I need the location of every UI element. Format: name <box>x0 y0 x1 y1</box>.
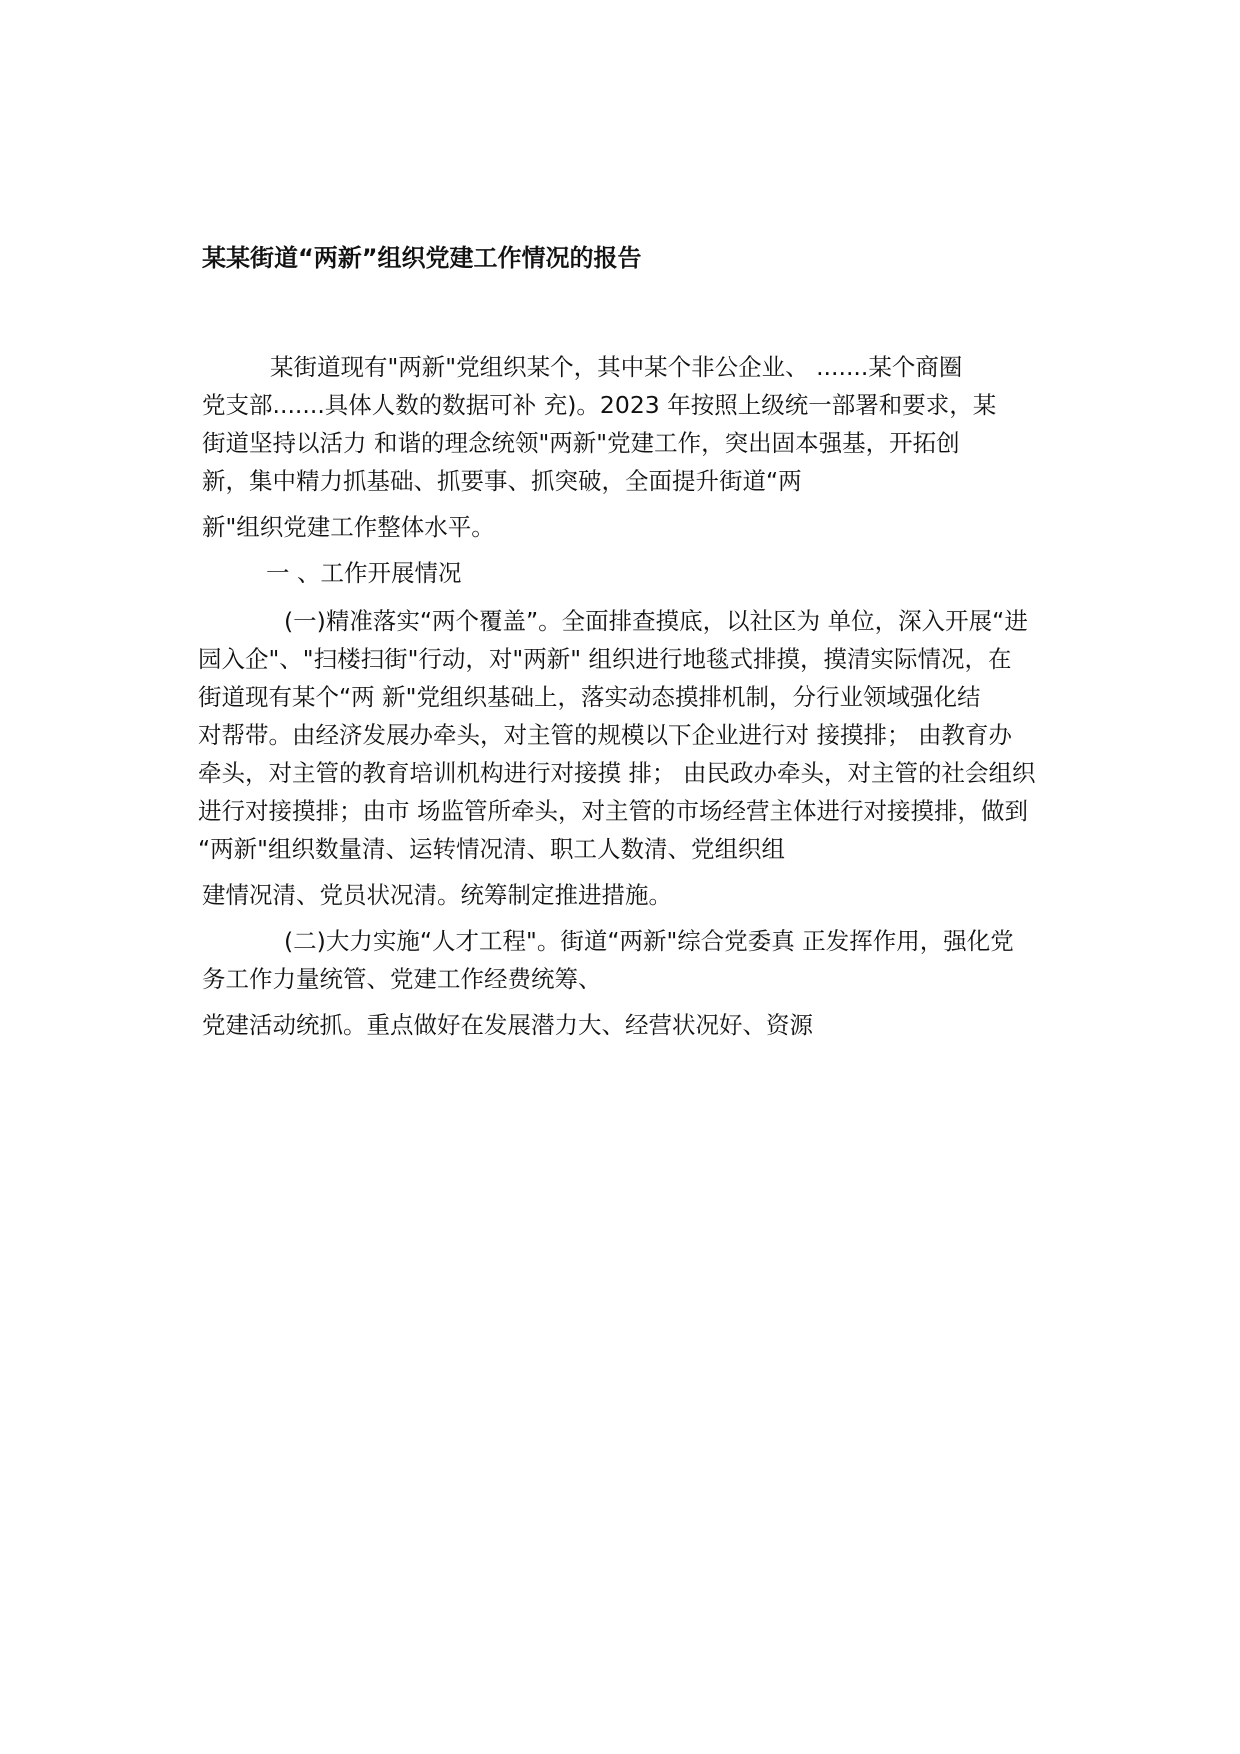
body-line: 新"组织党建工作整体水平。 <box>202 513 495 541</box>
body-line: 园入企"、"扫楼扫街"行动，对"两新" 组织进行地毯式排摸，摸清实际情况，在 <box>198 645 1012 673</box>
body-line: “两新"组织数量清、运转情况清、职工人数清、党组织组 <box>198 835 785 863</box>
body-line: 某街道现有"两新"党组织某个，其中某个非公企业、 .......某个商圈 <box>270 353 963 381</box>
body-line: (一)精准落实“两个覆盖”。全面排查摸底，以社区为 单位，深入开展“进 <box>284 607 1028 635</box>
body-line: 进行对接摸排；由市 场监管所牵头，对主管的市场经营主体进行对接摸排，做到 <box>198 797 1028 825</box>
body-line: 党支部.......具体人数的数据可补 充)。2023 年按照上级统一部署和要求，某 <box>202 391 997 419</box>
body-line: 建情况清、党员状况清。统筹制定推进措施。 <box>202 881 672 909</box>
body-line: 街道坚持以活力 和谐的理念统领"两新"党建工作，突出固本强基，开拓创 <box>202 429 960 457</box>
document-title: 某某街道“两新”组织党建工作情况的报告 <box>202 244 642 272</box>
body-line: 新，集中精力抓基础、抓要事、抓突破，全面提升街道“两 <box>202 467 802 495</box>
section-heading: 一 、工作开展情况 <box>266 559 462 587</box>
body-line: 对帮带。由经济发展办牵头，对主管的规模以下企业进行对 接摸排； 由教育办 <box>198 721 1012 749</box>
body-line: 街道现有某个“两 新"党组织基础上，落实动态摸排机制，分行业领域强化结 <box>198 683 981 711</box>
body-line: (二)大力实施“人才工程"。街道“两新"综合党委真 正发挥作用，强化党 <box>284 927 1014 955</box>
body-line: 党建活动统抓。重点做好在发展潜力大、经营状况好、资源 <box>202 1011 813 1039</box>
body-line: 务工作力量统管、党建工作经费统筹、 <box>202 965 602 993</box>
body-line: 牵头，对主管的教育培训机构进行对接摸 排； 由民政办牵头，对主管的社会组织 <box>198 759 1036 787</box>
